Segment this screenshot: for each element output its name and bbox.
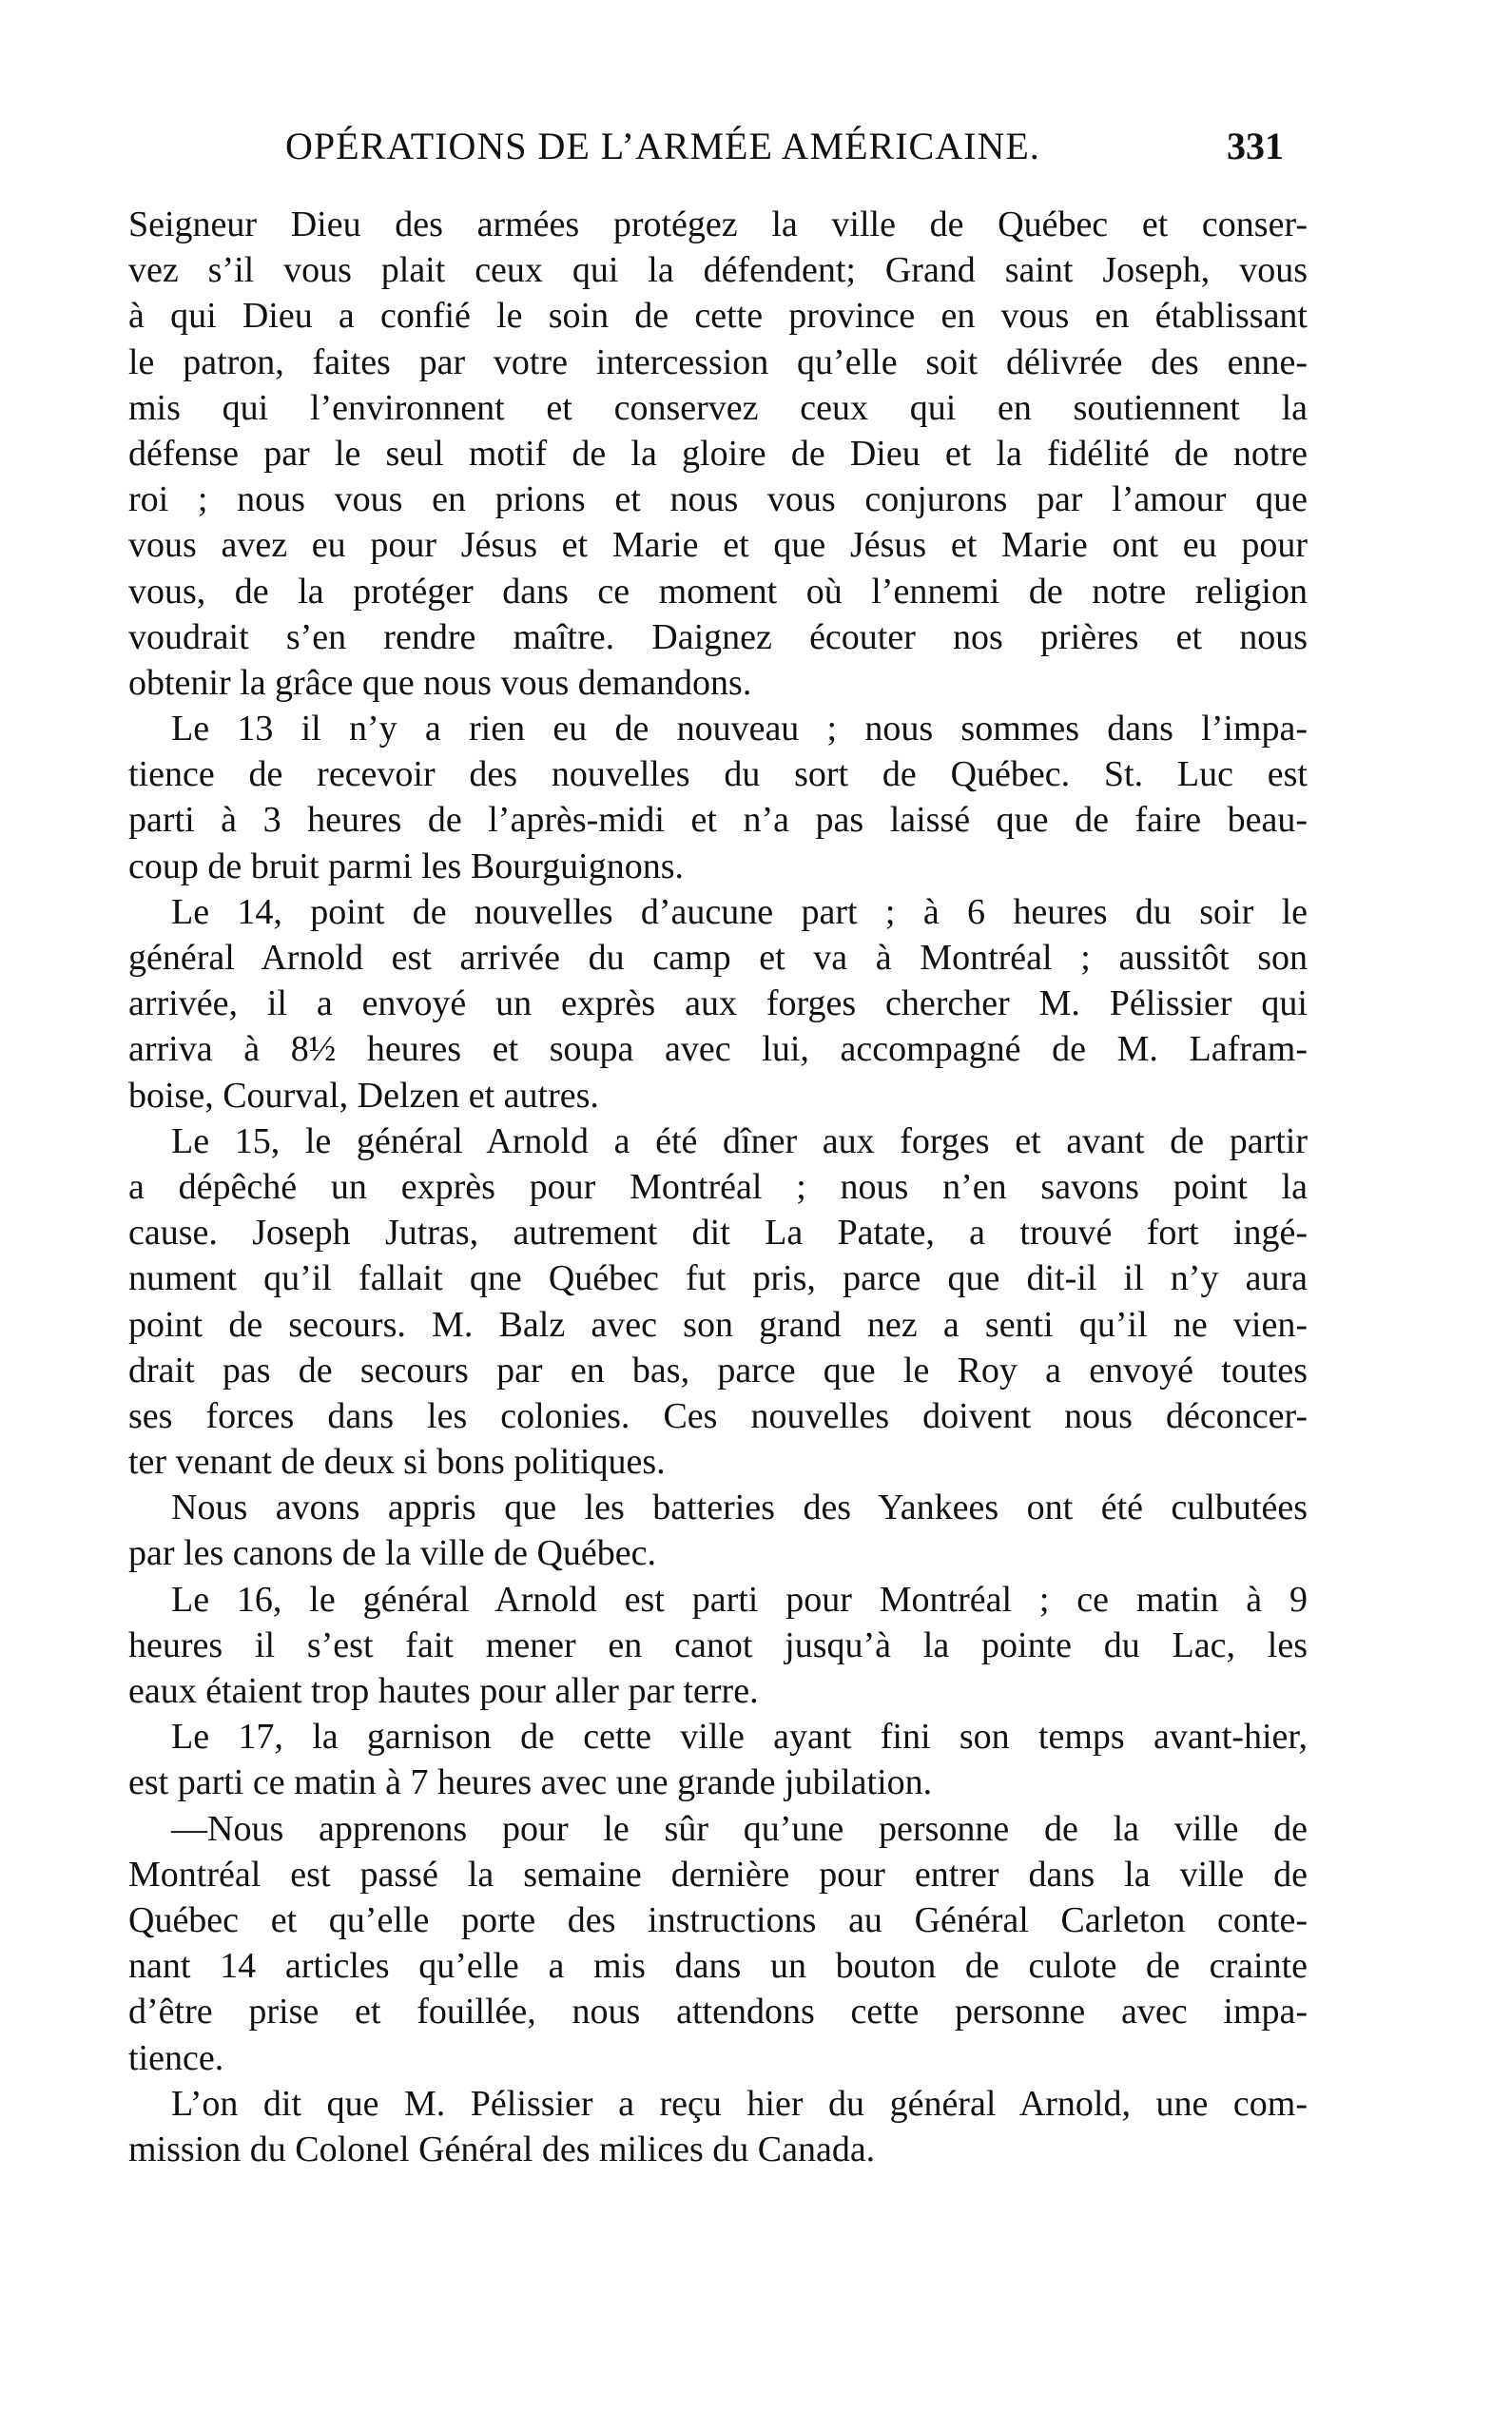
text-line: ses forces dans les colonies. Ces nouvelles doivent nous déconcer- [128, 1395, 1308, 1436]
text-line: cause. Joseph Jutras, autrement dit La Patate, a trouvé fort ingé- [128, 1213, 1308, 1254]
text-line: mission du Colonel Général des milices du Canada. [128, 2129, 876, 2169]
page-number: 331 [1227, 125, 1284, 167]
text-line: Le 15, le général Arnold a été dîner aux forges et avant de partir [171, 1120, 1308, 1161]
text-line: heures il s’est fait mener en canot jusqu’à la pointe du Lac, les [128, 1624, 1308, 1665]
paragraph [128, 1577, 1308, 1715]
text-line: général Arnold est arrivée du camp et va à Montréal ; aussitôt son [128, 938, 1308, 978]
text-line: ter venant de deux si bons politiques. [128, 1442, 666, 1483]
paragraph [128, 202, 1308, 706]
text-line: L’on dit que M. Pélissier a reçu hier du général Arnold, une com- [171, 2083, 1308, 2124]
text-line: Québec et qu’elle porte des instructions au Général Carleton conte- [128, 1899, 1308, 1940]
text-line: par les canons de la ville de Québec. [128, 1533, 656, 1574]
text-line: Nous avons appris que les batteries des Yankees ont été culbutées [171, 1488, 1308, 1528]
paragraph [128, 2081, 1308, 2172]
running-title: OPÉRATIONS DE L’ARMÉE AMÉRICAINE. [285, 125, 1040, 167]
text-line: arrivée, il a envoyé un exprès aux forges chercher M. Pélissier qui [128, 983, 1308, 1024]
text-line: point de secours. M. Balz avec son grand nez a senti qu’il ne vien- [128, 1304, 1308, 1345]
text-line: coup de bruit parmi les Bourguignons. [128, 846, 685, 886]
text-line: drait pas de secours par en bas, parce que le Roy a envoyé toutes [128, 1350, 1308, 1391]
text-line: eaux étaient trop hautes pour aller par terre. [128, 1671, 759, 1711]
paragraph [128, 706, 1308, 889]
text-line: mis qui l’environnent et conservez ceux qui en soutiennent la [128, 387, 1308, 428]
paragraph [128, 889, 1308, 1118]
text-line: le patron, faites par votre intercession qu’elle soit délivrée des enne- [128, 341, 1308, 382]
text-line: Montréal est passé la semaine dernière pour entrer dans la ville de [128, 1854, 1308, 1895]
text-line: est parti ce matin à 7 heures avec une grande jubilation. [128, 1762, 933, 1803]
text-line: arriva à 8½ heures et soupa avec lui, accompagné de M. Lafram- [128, 1029, 1308, 1070]
text-line: parti à 3 heures de l’après-midi et n’a pas laissé que de faire beau- [128, 800, 1308, 841]
text-line: tience. [128, 2037, 224, 2078]
text-line: à qui Dieu a confié le soin de cette province en vous en établissant [128, 296, 1308, 337]
text-line: d’être prise et fouillée, nous attendons cette personne avec impa- [128, 1992, 1308, 2032]
text-line: Le 16, le général Arnold est parti pour Montréal ; ce matin à 9 [171, 1579, 1308, 1620]
text-line: —Nous apprenons pour le sûr qu’une personne de la ville de [171, 1808, 1308, 1849]
text-line: nant 14 articles qu’elle a mis dans un bouton de culote de crainte [128, 1946, 1308, 1987]
text-line: vez s’il vous plait ceux qui la défendent; Grand saint Joseph, vous [128, 250, 1308, 291]
text-line: vous avez eu pour Jésus et Marie et que Jésus et Marie ont eu pour [128, 525, 1308, 566]
paragraph [128, 1714, 1308, 1805]
body-text [128, 202, 1308, 2172]
paragraph [128, 1806, 1308, 2081]
text-line: Le 14, point de nouvelles d’aucune part ; à 6 heures du soir le [171, 891, 1308, 932]
text-line: défense par le seul motif de la gloire de Dieu et la fidélité de notre [128, 433, 1308, 474]
text-line: roi ; nous vous en prions et nous vous conjurons par l’amour que [128, 479, 1308, 520]
text-line: obtenir la grâce que nous vous demandons. [128, 662, 752, 703]
text-line: boise, Courval, Delzen et autres. [128, 1075, 599, 1116]
text-line: voudrait s’en rendre maître. Daignez écouter nos prières et nous [128, 616, 1308, 657]
page-header [0, 124, 1512, 171]
paragraph [128, 1118, 1308, 1486]
text-line: Le 13 il n’y a rien eu de nouveau ; nous sommes dans l’impa- [171, 709, 1308, 749]
text-line: nument qu’il fallait qne Québec fut pris, parce que dit-il il n’y aura [128, 1258, 1308, 1299]
paragraph [128, 1485, 1308, 1576]
text-line: a dépêché un exprès pour Montréal ; nous n’en savons point la [128, 1166, 1308, 1207]
text-line: vous, de la protéger dans ce moment où l’ennemi de notre religion [128, 571, 1308, 612]
text-line: Le 17, la garnison de cette ville ayant fini son temps avant-hier, [171, 1717, 1308, 1758]
text-line: Seigneur Dieu des armées protégez la ville de Québec et conser- [128, 204, 1308, 244]
text-line: tience de recevoir des nouvelles du sort de Québec. St. Luc est [128, 754, 1308, 795]
